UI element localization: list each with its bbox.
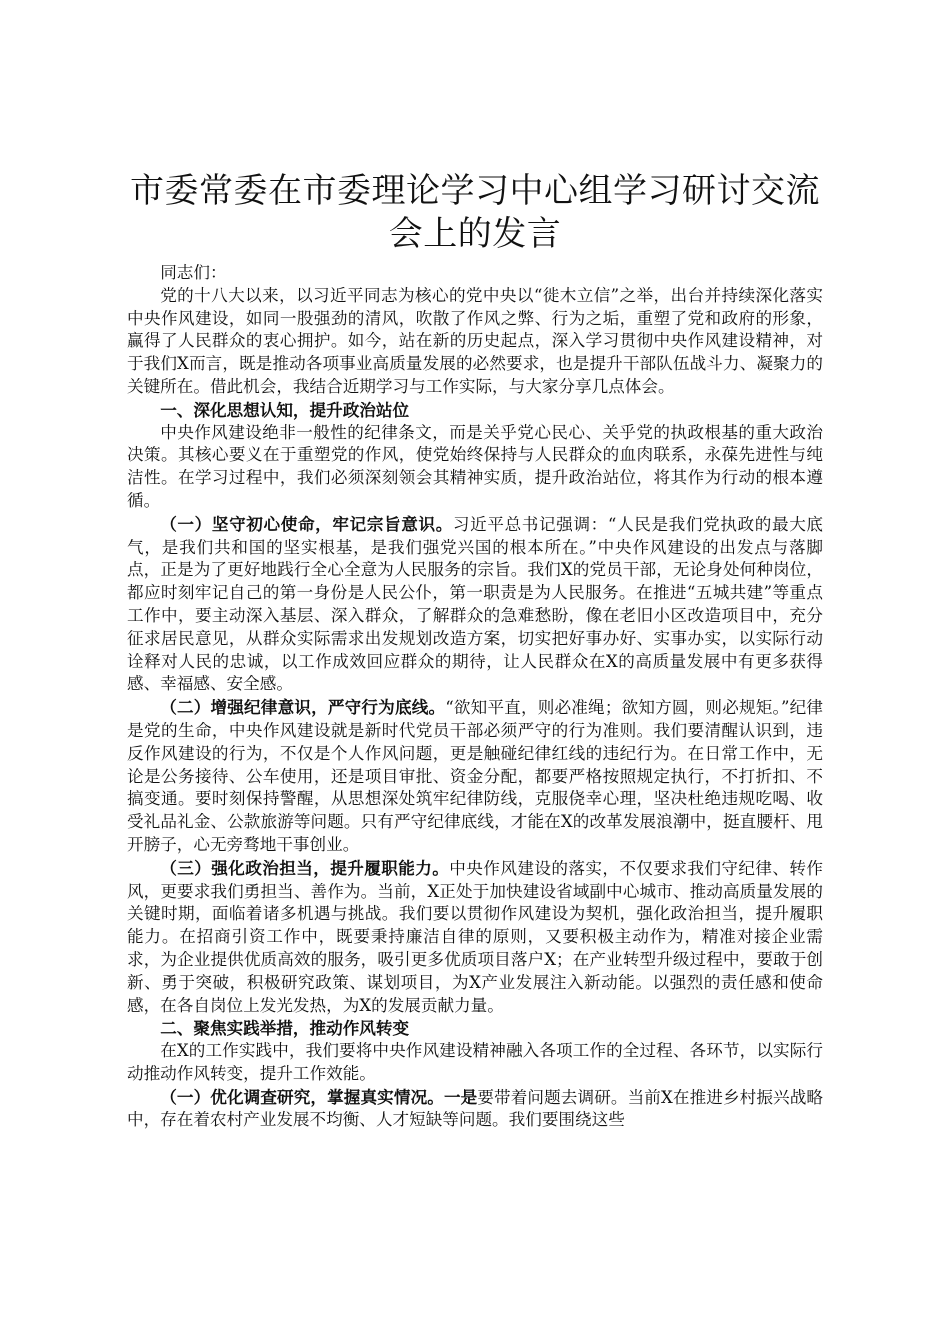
salutation: 同志们：: [160, 263, 227, 282]
section-2-item-1: [127, 1086, 823, 1133]
section-1-item-2-lead: （二）增强纪律意识，严守行为底线。: [160, 697, 446, 718]
section-1-heading: 一、深化思想认知，提升政治站位: [160, 399, 410, 420]
section-2-item-1-text: 要带着问题去调研。当前X在推进乡村振兴战略中，存在着农村产业发展不均衡、人才短缺等问题。我们要围绕这些: [127, 1087, 824, 1130]
section-2-heading: 二、聚焦实践举措，推动作风转变: [160, 1018, 410, 1039]
document-title: [127, 170, 823, 256]
document-body: [127, 262, 823, 1132]
section-2-item-1-lead: （一）优化调查研究，掌握真实情况。一是: [160, 1086, 478, 1107]
section-1-item-1-text: 习近平总书记强调：“人民是我们党执政的最大底气，是我们共和国的坚实根基，是我们强党兴国的根本所在。”中央作风建设的出发点与落脚点，正是为了更好地践行全心全意为人民服务的宗旨。我们X的党员干部，无论身处何种岗位，都应时刻牢记自己的第一身份是人民公仆，第一职责是为人民服务。在推进“五城共建”等重点工作中，要主动深入基层、深入群众，了解群众的急难愁盼，像在老旧小区改造项目中，充分征求居民意见，从群众实际需求出发规划改造方案，切实把好事办好、实事办实，以实际行动诠释对人民的忠诚，以工作成效回应群众的期待，让人民群众在X的高质量发展中有更多获得感、幸福感、安全感。: [127, 514, 824, 694]
section-1-item-3: [127, 857, 823, 1018]
document-page: [127, 170, 823, 1132]
title-line-2: 会上的发言: [388, 214, 562, 254]
section-2-intro: 在X的工作实践中，我们要将中央作风建设精神融入各项工作的全过程、各环节，以实际行动推动作风转变，提升工作效能。: [127, 1041, 823, 1083]
section-1-item-2: [127, 696, 823, 857]
intro-paragraph: 党的十八大以来，以习近平同志为核心的党中央以“徙木立信”之举，出台并持续深化落实中央作风建设，如同一股强劲的清风，吹散了作风之弊、行为之垢，重塑了党和政府的形象，赢得了人民群众的衷心拥护。如今，站在新的历史起点，深入学习贯彻中央作风建设精神，对于我们X而言，既是推动各项事业高质量发展的必然要求，也是提升干部队伍战斗力、凝聚力的关键所在。借此机会，我结合近期学习与工作实际，与大家分享几点体会。: [127, 285, 823, 396]
section-1-item-1-lead: （一）坚守初心使命，牢记宗旨意识。: [160, 513, 453, 534]
section-1-item-3-lead: （三）强化政治担当，提升履职能力。: [160, 857, 450, 878]
title-line-1: 市委常委在市委理论学习中心组学习研讨交流: [130, 171, 820, 211]
section-1-item-3-text: 中央作风建设的落实，不仅要求我们守纪律、转作风，更要求我们勇担当、善作为。当前，X正处于加快建设省域副中心城市、推动高质量发展的关键时期，面临着诸多机遇与挑战。我们要以贯彻作风建设为契机，强化政治担当，提升履职能力。在招商引资工作中，既要秉持廉洁自律的原则，又要积极主动作为，精准对接企业需求，为企业提供优质高效的服务，吸引更多优质项目落户X；在产业转型升级过程中，要敢于创新、勇于突破，积极研究政策、谋划项目，为X产业发展注入新动能。以强烈的责任感和使命感，在各自岗位上发光发热，为X的发展贡献力量。: [127, 858, 824, 1015]
section-1-intro: 中央作风建设绝非一般性的纪律条文，而是关乎党心民心、关乎党的执政根基的重大政治决策。其核心要义在于重塑党的作风，使党始终保持与人民群众的血肉联系，永葆先进性与纯洁性。在学习过程中，我们必须深刻领会其精神实质，提升政治站位，将其作为行动的根本遵循。: [127, 422, 823, 510]
section-1-item-2-text: “欲知平直，则必准绳；欲知方圆，则必规矩。”纪律是党的生命，中央作风建设就是新时代党员干部必须严守的行为准则。我们要清醒认识到，违反作风建设的行为，不仅是个人作风问题，更是触碰纪律红线的违纪行为。在日常工作中，无论是公务接待、公车使用，还是项目审批、资金分配，都要严格按照规定执行，不打折扣、不搞变通。要时刻保持警醒，从思想深处筑牢纪律防线，克服侥幸心理，坚决杜绝违规吃喝、收受礼品礼金、公款旅游等问题。只有严守纪律底线，才能在X的改革发展浪潮中，挺直腰杆、甩开膀子，心无旁骛地干事创业。: [127, 698, 823, 854]
section-1-item-1: [127, 513, 823, 696]
